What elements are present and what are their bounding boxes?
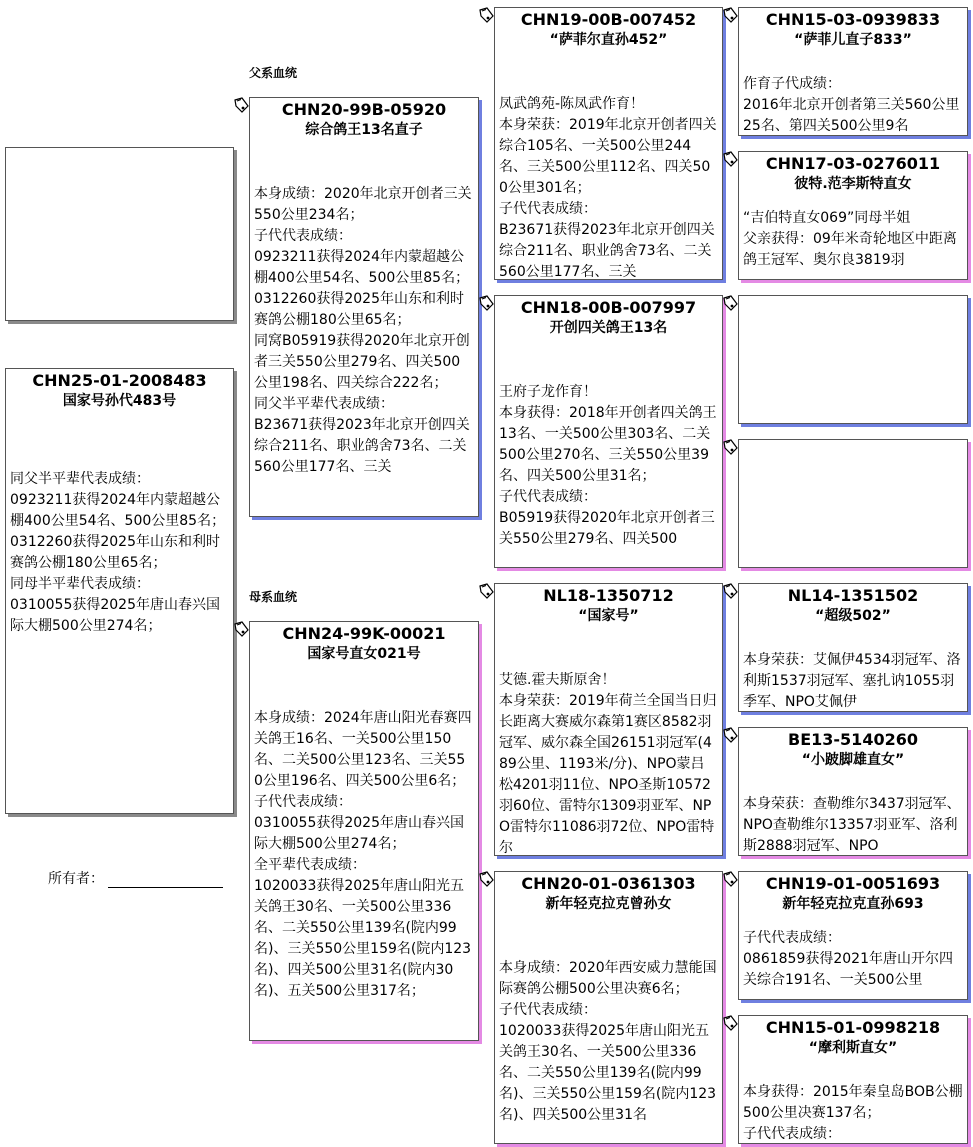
sire-notes: 本身成绩：2020年北京开创者三关550公里234名； 子代代表成绩： 0923211获得2024年内蒙超越公棚400公里54名、500公里85名； 0312260获得2025年山东和利时赛鸽公棚180公里65名； 同窝B05919获得2020年北京开创者三关550公里279名、四关500公里198名、四关综合222名； 同父半平辈代表成绩： B23671获得2023年北京开创四关综合211名、职业鸽舍73名、二关560公里177名、三关 [254,186,472,475]
sire-sire-name: “萨菲尔直孙452” [549,32,668,48]
edit-pen-icon[interactable] [233,97,249,113]
sire-dam-sire-card-empty[interactable] [738,295,968,424]
edit-pen-icon[interactable] [722,7,738,23]
dam-sire-name: “国家号” [578,608,639,624]
sire-sire-sire-notes: 作育子代成绩： 2016年北京开创者第三关560公里25名、第四关500公里9名 [743,76,960,134]
sire-dam-card[interactable] [494,295,723,568]
dam-sire-ring-number: NL18-1350712 [543,586,674,605]
dam-dam-dam-ring-number: CHN15-01-0998218 [765,1018,941,1037]
dam-dam-dam-card[interactable] [738,1015,968,1144]
dam-notes: 本身成绩：2024年唐山阳光春赛四关鸽王16名、一关500公里150名、二关500公里123名、三关550公里196名、四关500公里6名； 子代代表成绩： 0310055获得2025年唐山春兴国际大棚500公里274名； 全平辈代表成绩： 1020033获得2025年唐山阳光五关鸽王30名、一关500公里336名、二关550公里139名(院内99名)、三关550公里159名(院内123名)、四关500公里31名(院内30名)、五关500公里317名； [254,710,472,999]
sire-sire-card[interactable] [494,7,723,280]
dam-name: 国家号直女021号 [307,646,421,662]
sire-dam-name: 开创四关鸽王13名 [549,320,668,336]
edit-pen-icon[interactable] [722,151,738,167]
dam-sire-sire-notes: 本身荣获：艾佩伊4534羽冠军、洛利斯1537羽冠军、塞扎讷1055羽季军、NPO艾佩伊 [743,652,961,710]
sire-dam-notes: 王府子龙作育！ 本身获得：2018年开创者四关鸽王13名、一关500公里303名、二关500公里270名、三关550公里39名、四关500公里31名； 子代代表成绩： B05919获得2020年北京开创者三关550公里279名、四关500 [499,384,717,547]
dam-dam-notes: 本身成绩：2020年西安威力慧能国际赛鸽公棚500公里决赛6名； 子代代表成绩： 1020033获得2025年唐山阳光五关鸽王30名、一关500公里336名、二关550公里139名(院内99名)、三关550公里159名(院内123名)、四关500公里31名 [499,960,717,1123]
dam-line-label: 母系血统 [249,590,298,604]
sire-card[interactable] [249,97,479,517]
dam-dam-dam-notes: 本身获得：2015年秦皇岛BOB公棚500公里决赛137名； 子代代表成绩： [743,1084,963,1142]
edit-pen-icon[interactable] [478,7,494,23]
dam-dam-sire-ring-number: CHN19-01-0051693 [765,874,941,893]
sire-sire-sire-name: “萨菲儿直子833” [794,32,912,48]
edit-pen-icon[interactable] [478,871,494,887]
sire-dam-dam-card-empty[interactable] [738,439,968,568]
edit-pen-icon[interactable] [722,1015,738,1031]
sire-dam-ring-number: CHN18-00B-007997 [520,298,697,317]
dam-sire-dam-card[interactable] [738,727,968,856]
edit-pen-icon[interactable] [722,871,738,887]
dam-dam-ring-number: CHN20-01-0361303 [521,874,696,893]
dam-sire-dam-notes: 本身荣获：查勒维尔3437羽冠军、NPO查勒维尔13357羽亚军、洛利斯2888羽冠军、NPO [743,796,961,854]
dam-sire-notes: 艾德.霍夫斯原舍！ 本身荣获：2019年荷兰全国当日归长距离大赛威尔森第1赛区8582羽冠军、威尔森全国26151羽冠军(489公里、1193米/分)、NPO蒙吕松4201羽11位、NPO圣斯10572羽60位、雷特尔1309羽亚军、NPO雷特尔11086羽72位、NPO雷特尔 [499,672,717,856]
sire-sire-dam-name: 彼特.范李斯特直女 [794,176,912,192]
dam-sire-dam-ring-number: BE13-5140260 [788,730,918,749]
owner-line[interactable] [108,871,223,888]
edit-pen-icon[interactable] [722,295,738,311]
subject-ring-number: CHN25-01-2008483 [32,371,207,390]
dam-sire-card[interactable] [494,583,723,856]
sire-sire-dam-ring-number: CHN17-03-0276011 [765,154,941,173]
subject-card[interactable] [5,368,234,814]
edit-pen-icon[interactable] [478,583,494,599]
sire-ring-number: CHN20-99B-05920 [281,100,447,119]
sire-sire-sire-card[interactable] [738,7,968,136]
edit-pen-icon[interactable] [233,621,249,637]
sire-sire-ring-number: CHN19-00B-007452 [520,10,697,29]
dam-ring-number: CHN24-99K-00021 [282,624,446,643]
dam-dam-sire-card[interactable] [738,871,968,1000]
dam-dam-dam-name: “摩利斯直女” [808,1040,898,1056]
edit-pen-icon[interactable] [722,583,738,599]
sire-sire-dam-notes: “吉伯特直女069”同母半姐 父亲获得：09年米奇轮地区中距离鸽王冠军、奥尔良3819羽 [743,210,957,268]
dam-dam-name: 新年轻克拉克曾孙女 [545,896,672,912]
owner-label: 所有者： [48,871,104,887]
dam-sire-sire-card[interactable] [738,583,968,712]
edit-pen-icon[interactable] [722,439,738,455]
sire-name: 综合鸽王13名直子 [305,122,423,138]
dam-card[interactable] [249,621,479,1041]
edit-pen-icon[interactable] [722,727,738,743]
edit-pen-icon[interactable] [478,295,494,311]
dam-dam-sire-name: 新年轻克拉克直孙693 [782,896,924,912]
subject-name: 国家号孙代483号 [62,393,177,409]
dam-dam-sire-notes: 子代代表成绩： 0861859获得2021年唐山开尔四关综合191名、一关500公里 [743,930,953,988]
subject-notes: 同父半平辈代表成绩： 0923211获得2024年内蒙超越公棚400公里54名、500公里85名； 0312260获得2025年山东和利时赛鸽公棚180公里65名； 同母半平辈代表成绩： 0310055获得2025年唐山春兴国际大棚500公里274名； [10,471,226,634]
sire-sire-notes: 凤武鸽苑-陈凤武作育！ 本身荣获：2019年北京开创者四关综合105名、一关500公里244名、三关500公里112名、四关500公里301名； 子代代表成绩： B23671获得2023年北京开创四关综合211名、职业鸽舍73名、二关560公里177名、三关 [499,96,717,280]
sire-sire-dam-card[interactable] [738,151,968,280]
dam-sire-dam-name: “小跛脚雄直女” [801,752,905,768]
dam-sire-sire-ring-number: NL14-1351502 [787,586,919,605]
sire-sire-sire-ring-number: CHN15-03-0939833 [765,10,941,29]
photo-box[interactable] [5,147,234,321]
dam-sire-sire-name: “超级502” [815,608,891,624]
owner-field[interactable] [48,868,223,888]
sire-line-label: 父系血统 [249,66,298,80]
dam-dam-card[interactable] [494,871,723,1144]
